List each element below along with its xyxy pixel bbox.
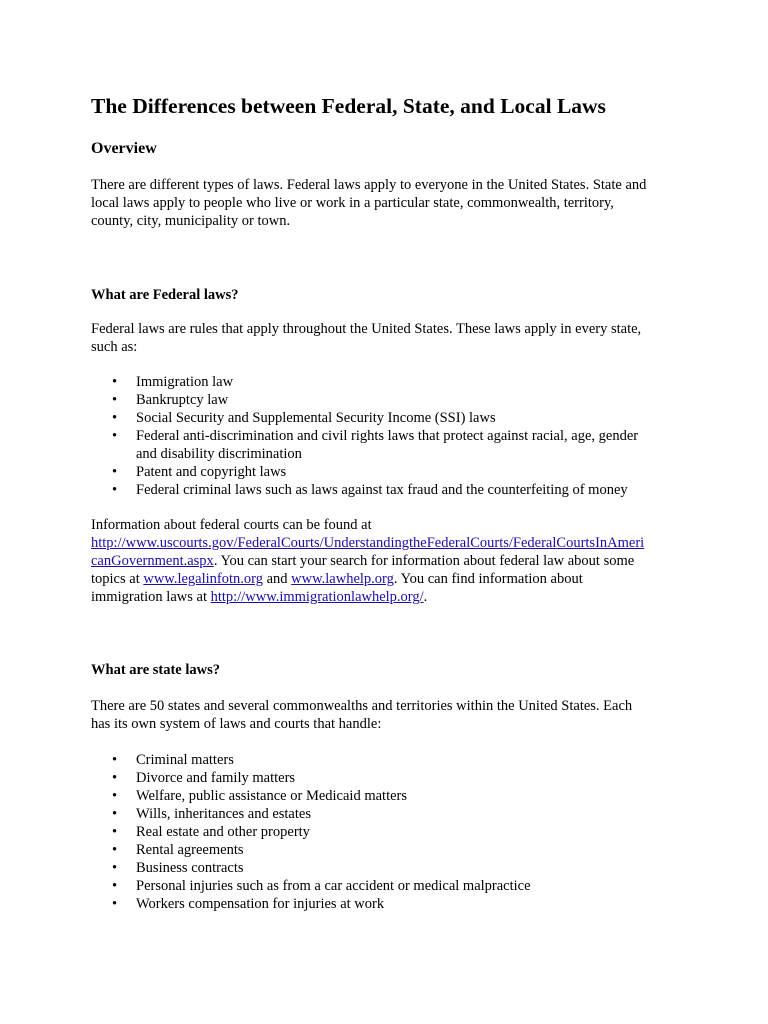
list-item: • Divorce and family matters (112, 769, 682, 787)
list-item: • Bankruptcy law (112, 391, 682, 409)
list-item: • Real estate and other property (112, 823, 682, 841)
list-item-line-2: and disability discrimination (136, 446, 302, 462)
overview-paragraph (91, 176, 691, 230)
list-item: • Wills, inheritances and estates (112, 805, 682, 823)
info-text: immigration laws at (91, 589, 211, 605)
info-text: and (262, 571, 292, 587)
page-title: The Differences between Federal, State, and Local Laws (91, 94, 606, 118)
uscourts-link[interactable]: http://www.uscourts.gov/FederalCourts/UnderstandingtheFederalCourts/FederalCourtsInAmeri (91, 535, 645, 551)
state-laws-paragraph (91, 697, 691, 733)
info-text: . You can find information about (393, 571, 583, 587)
list-item: • Rental agreements (112, 841, 682, 859)
list-item: • Federal criminal laws such as laws against tax fraud and the counterfeiting of money (112, 481, 682, 499)
overview-line-1: There are different types of laws. Federal laws apply to everyone in the United States. State and (91, 177, 647, 193)
federal-laws-heading: What are Federal laws? (91, 287, 239, 303)
overview-heading: Overview (91, 140, 157, 157)
federal-courts-info (91, 516, 691, 606)
info-text: topics at (91, 571, 144, 587)
list-item: • Business contracts (112, 859, 682, 877)
federal-laws-paragraph (91, 320, 691, 356)
immigrationlawhelp-link[interactable]: http://www.immigrationlawhelp.org/ (210, 589, 424, 605)
list-item: • Criminal matters (112, 751, 682, 769)
list-item: • Personal injuries such as from a car accident or medical malpractice (112, 877, 682, 895)
list-item-line-1: • Federal anti-discrimination and civil rights laws that protect against racial, age, gender (136, 428, 639, 444)
list-item: • Social Security and Supplemental Security Income (SSI) laws (112, 409, 682, 427)
info-text: . You can start your search for information about federal law about some (213, 553, 635, 569)
list-item: • Workers compensation for injuries at work (112, 895, 682, 913)
federal-line-2: such as: (91, 339, 138, 355)
list-item (112, 427, 682, 463)
list-item: • Immigration law (112, 373, 682, 391)
info-text: . (423, 589, 428, 605)
federal-line-1: Federal laws are rules that apply throughout the United States. These laws apply in every state, (91, 321, 642, 337)
uscourts-link-continued[interactable]: canGovernment.aspx (91, 553, 214, 569)
state-laws-list (112, 751, 682, 913)
legalinfotn-link[interactable]: www.legalinfotn.org (143, 571, 263, 587)
overview-line-2: local laws apply to people who live or work in a particular state, commonwealth, territory, (91, 195, 614, 211)
list-item: • Patent and copyright laws (112, 463, 682, 481)
list-item: • Welfare, public assistance or Medicaid matters (112, 787, 682, 805)
overview-line-3: county, city, municipality or town. (91, 213, 291, 229)
lawhelp-link[interactable]: www.lawhelp.org (291, 571, 394, 587)
info-line-1: Information about federal courts can be found at (91, 517, 372, 533)
state-laws-heading: What are state laws? (91, 662, 221, 678)
state-line-2: has its own system of laws and courts that handle: (91, 716, 382, 732)
federal-laws-list (112, 373, 682, 499)
state-line-1: There are 50 states and several commonwealths and territories within the United States. Each (91, 698, 633, 714)
